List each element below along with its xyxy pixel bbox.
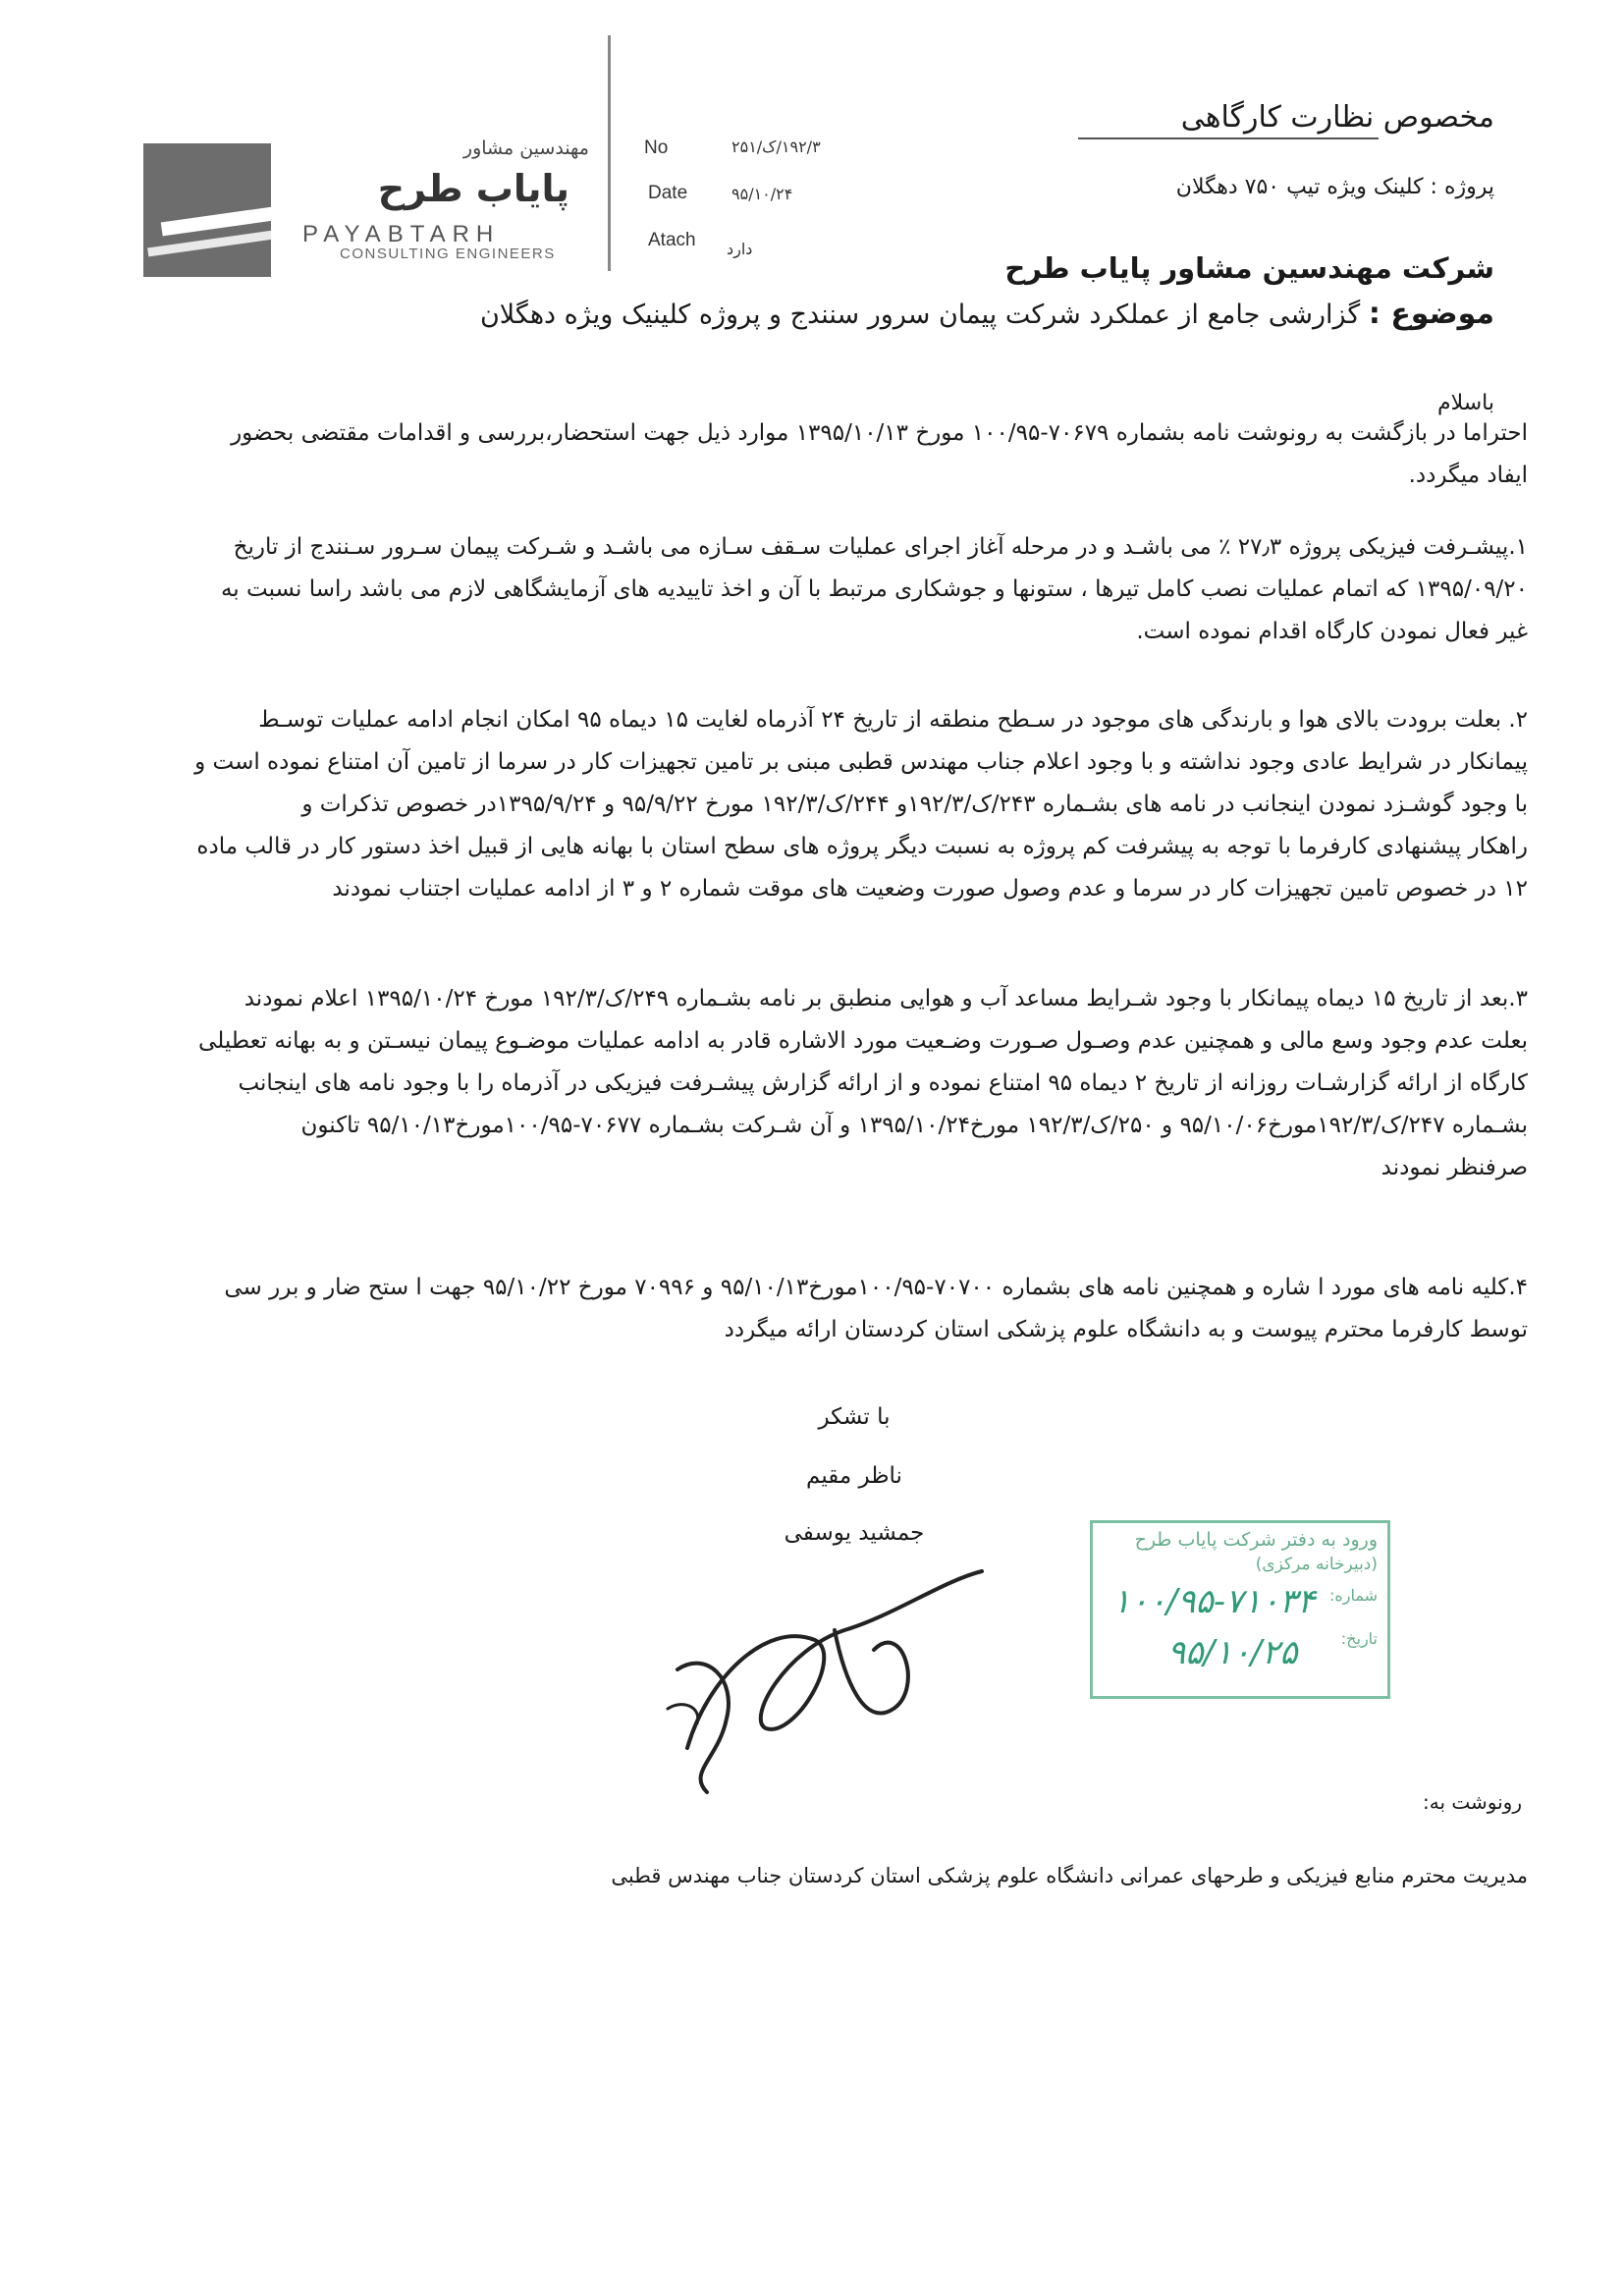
stamp-subtitle: (دبیرخانه مرکزی) (1255, 1555, 1378, 1574)
text-line: ۱۲ در خصوص تامین تجهیزات کار در سرما و عدم وصول صورت وضعیت های موقت شماره ۲ و ۳ از ادامه عملیات اجتناب نمودند (332, 876, 1528, 902)
signer-role: ناظر مقیم (806, 1463, 902, 1489)
cc-label: رونوشت به: (1423, 1790, 1522, 1814)
text-line: ۱.پیشـرفت فیزیکی پروژه ۲۷٫۳ ٪ می باشـد و در مرحله آغاز اجرای عملیات سـقف سـازه می باشـد و شـرکت پیمان سـرور سـنندج از تاریخ (233, 534, 1528, 560)
text-line: صرفنظر نمودند (1380, 1155, 1528, 1180)
stamp-number: ۱۰۰/۹۵-۷۱۰۳۴ (1112, 1582, 1316, 1621)
stamp-date: ۹۵/۱۰/۲۵ (1167, 1633, 1298, 1672)
subject-text: گزارشی جامع از عملکرد شرکت پیمان سرور سنندج و پروژه کلینیک ویژه دهگلان (479, 300, 1361, 330)
text-line: راهکار پیشنهادی کارفرما با توجه به پیشرفت کم پروژه به نسبت دیگر پروژه های سطح استان با بهانه هایی از قبیل اخذ دستور کار در قالب ماده (196, 834, 1528, 859)
subject-line (414, 295, 1494, 335)
text-line: کارگاه از ارائه گزارشـات روزانه از تاریخ ۲ دیماه ۹۵ امتناع نموده و از ارائه گزارش پیشـرفت فیزیکی در آذرماه را با وجود نامه های اینجانب (238, 1070, 1528, 1096)
item-1-paragraph (134, 526, 1528, 653)
text-line: پیمانکار در شرایط عادی وجود نداشته و با وجود اعلام جناب مهندس قطبی مبنی بر تامین تجهیزات کار در سرما از تامین آن امتناع نموده است و (194, 749, 1528, 775)
header-divider (608, 35, 611, 271)
letter-category-title: مخصوص نظارت کارگاهی (1180, 100, 1494, 135)
signer-name: جمشید یوسفی (784, 1520, 925, 1546)
text-line: بشـماره ۲۴۷/ک/۱۹۲/۳مورخ۹۵/۱۰/۰۶ و ۲۵۰/ک/۱۹۲/۳ مورخ۱۳۹۵/۱۰/۲۴ و آن شـرکت بشـماره ۷۰۶۷۷-۱۰۰/۹۵مورخ۹۵/۱۰/۱۳ تاکنون (300, 1113, 1528, 1138)
registration-stamp (1090, 1520, 1390, 1699)
date-label: Date (648, 183, 688, 203)
closing-thanks: با تشکر (818, 1404, 891, 1430)
logo-title-en: PAYABTARH (302, 221, 501, 247)
item-3-paragraph (94, 978, 1528, 1189)
logo-subtitle-en: CONSULTING ENGINEERS (340, 246, 556, 262)
item-2-paragraph (94, 699, 1528, 910)
recipient-company: شرکت مهندسین مشاور پایاب طرح (1004, 251, 1494, 285)
text-line: ایفاد میگردد. (1408, 463, 1528, 488)
stamp-date-label: تاریخ: (1340, 1629, 1378, 1648)
no-value: ۱۹۲/۳/ک/۲۵۱ (731, 137, 821, 156)
stamp-number-label: شماره: (1328, 1586, 1378, 1605)
text-line: ۲. بعلت برودت بالای هوا و بارندگی های موجود در سـطح منطقه از تاریخ ۲۴ آذرماه لغایت ۱۵ دیماه ۹۵ امکان انجام ادامه عملیات توسـط (258, 707, 1528, 733)
attach-label: Atach (648, 230, 696, 250)
text-line: بعلت عدم وجود وسع مالی و همچنین عدم وصـول صـورت وضـعیت مورد الاشاره قادر به ادامه عملیات موضـوع پیمان نیسـتن و به بهانه تعطیلی (198, 1028, 1528, 1054)
greeting: باسلام (1436, 391, 1494, 415)
text-line: ۴.کلیه نامه های مورد ا شاره و همچنین نامه های بشماره ۷۰۷۰۰-۱۰۰/۹۵مورخ۹۵/۱۰/۱۳ و ۷۰۹۹۶ مورخ ۹۵/۱۰/۲۲ جهت ا ستح ضار و برر سی (224, 1275, 1528, 1300)
text-line: ۳.بعد از تاریخ ۱۵ دیماه پیمانکار با وجود شـرایط مساعد آب و هوایی منطبق بر نامه بشـماره ۲۴۹/ک/۱۹۲/۳ مورخ ۱۳۹۵/۱۰/۲۴ اعلام نمودند (244, 986, 1528, 1011)
text-line: توسط کارفرما محترم پیوست و به دانشگاه علوم پزشکی استان کردستان ارائه میگردد (724, 1317, 1528, 1342)
attach-value: دارد (727, 240, 753, 258)
cc-recipient: مدیریت محترم منابع فیزیکی و طرحهای عمرانی دانشگاه علوم پزشکی استان کردستان جناب مهندس قطبی (611, 1864, 1528, 1887)
intro-paragraph (134, 412, 1528, 497)
company-logo (143, 143, 271, 277)
handwritten-signature (648, 1561, 1041, 1817)
date-value: ۹۵/۱۰/۲۴ (731, 185, 793, 203)
title-underline (1078, 137, 1379, 139)
text-line: احتراما در بازگشت به رونوشت نامه بشماره ۷۰۶۷۹-۱۰۰/۹۵ مورخ ۱۳۹۵/۱۰/۱۳ موارد ذیل جهت استحضار،بررسی و اقدامات مقتضی بحضور (231, 420, 1528, 446)
project-line: پروژه : کلینک ویژه تیپ ۷۵۰ دهگلان (1175, 175, 1494, 199)
text-line: ۱۳۹۵/۰۹/۲۰ که اتمام عملیات نصب کامل تیرها ، ستونها و جوشکاری مرتبط با آن و اخذ تاییدیه های آزمایشگاهی لازم می باشد راسا نسبت به (220, 576, 1528, 602)
stamp-title: ورود به دفتر شرکت پایاب طرح (1134, 1529, 1378, 1551)
logo-subtitle-fa: مهندسین مشاور (462, 137, 589, 159)
no-label: No (644, 137, 669, 158)
item-4-paragraph (94, 1267, 1528, 1351)
text-line: با وجود گوشـزد نمودن اینجانب در نامه های بشـماره ۲۴۳/ک/۱۹۲/۳و ۲۴۴/ک/۱۹۲/۳ مورخ ۹۵/۹/۲۲ و ۱۳۹۵/۹/۲۴در خصوص تذکرات و (301, 792, 1528, 817)
subject-label: موضوع : (1368, 297, 1494, 331)
text-line: غیر فعال نمودن کارگاه اقدام نموده است. (1136, 619, 1528, 644)
logo-title-fa: پایاب طرح (377, 167, 569, 210)
